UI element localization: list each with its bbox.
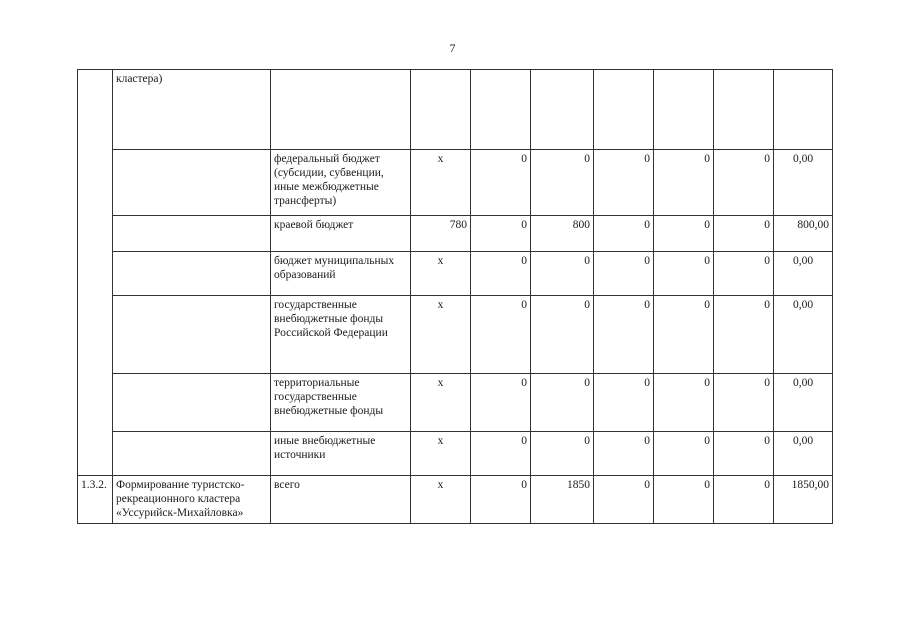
value-cell: 0 xyxy=(471,150,531,216)
value-cell: 1850 xyxy=(531,476,594,524)
value-cell: 0 xyxy=(654,252,714,296)
value-cell: 0 xyxy=(654,432,714,476)
value-cell: 0 xyxy=(714,216,774,252)
total-cell: 0,00 xyxy=(774,150,833,216)
value-cell: 0 xyxy=(531,296,594,374)
table-row xyxy=(78,70,833,150)
value-cell: x xyxy=(411,150,471,216)
value-cell: 0 xyxy=(714,432,774,476)
value-cell: 780 xyxy=(411,216,471,252)
value-cell: 0 xyxy=(594,150,654,216)
value-cell: x xyxy=(411,252,471,296)
table-row xyxy=(78,252,833,296)
total-cell: 1850,00 xyxy=(774,476,833,524)
total-cell: 800,00 xyxy=(774,216,833,252)
value-cell: x xyxy=(411,374,471,432)
value-cell: x xyxy=(411,476,471,524)
page-number: 7 xyxy=(449,41,456,55)
item-code: 1.3.2. xyxy=(78,476,113,524)
value-cell: 0 xyxy=(531,432,594,476)
value-cell: 800 xyxy=(531,216,594,252)
value-cell: 0 xyxy=(654,296,714,374)
table-row xyxy=(78,216,833,252)
value-cell: 0 xyxy=(594,432,654,476)
table-row xyxy=(78,432,833,476)
value-cell: 0 xyxy=(594,296,654,374)
code-cell-empty xyxy=(78,70,113,476)
funding-source: государственные внебюджетные фонды Российской Федерации xyxy=(271,296,411,374)
continuation-label: кластера) xyxy=(113,70,271,150)
funding-source: всего xyxy=(271,476,411,524)
funding-source: краевой бюджет xyxy=(271,216,411,252)
table-row xyxy=(78,150,833,216)
value-cell: 0 xyxy=(594,476,654,524)
value-cell: 0 xyxy=(471,252,531,296)
table-row xyxy=(78,296,833,374)
value-cell: 0 xyxy=(471,432,531,476)
value-cell: x xyxy=(411,296,471,374)
value-cell: 0 xyxy=(714,476,774,524)
table-row xyxy=(78,476,833,524)
funding-source: федеральный бюджет (субсидии, субвенции, иные межбюджетные трансферты) xyxy=(271,150,411,216)
value-cell: 0 xyxy=(594,374,654,432)
value-cell: 0 xyxy=(654,476,714,524)
value-cell: 0 xyxy=(471,374,531,432)
total-cell: 0,00 xyxy=(774,252,833,296)
value-cell: 0 xyxy=(714,296,774,374)
value-cell: x xyxy=(411,432,471,476)
value-cell: 0 xyxy=(714,374,774,432)
value-cell: 0 xyxy=(531,252,594,296)
funding-source: иные внебюджетные источники xyxy=(271,432,411,476)
total-cell: 0,00 xyxy=(774,432,833,476)
value-cell: 0 xyxy=(594,216,654,252)
budget-table xyxy=(77,69,833,524)
value-cell: 0 xyxy=(531,150,594,216)
total-cell: 0,00 xyxy=(774,374,833,432)
value-cell: 0 xyxy=(531,374,594,432)
value-cell: 0 xyxy=(594,252,654,296)
funding-source: территориальные государственные внебюджетные фонды xyxy=(271,374,411,432)
value-cell: 0 xyxy=(714,252,774,296)
value-cell: 0 xyxy=(471,476,531,524)
value-cell: 0 xyxy=(714,150,774,216)
value-cell: 0 xyxy=(471,296,531,374)
value-cell: 0 xyxy=(471,216,531,252)
value-cell: 0 xyxy=(654,216,714,252)
value-cell: 0 xyxy=(654,374,714,432)
item-title: Формирование туристско-рекреационного кластера «Уссурийск-Михайловка» xyxy=(113,476,271,524)
table-row xyxy=(78,374,833,432)
total-cell: 0,00 xyxy=(774,296,833,374)
funding-source: бюджет муниципальных образований xyxy=(271,252,411,296)
value-cell: 0 xyxy=(654,150,714,216)
